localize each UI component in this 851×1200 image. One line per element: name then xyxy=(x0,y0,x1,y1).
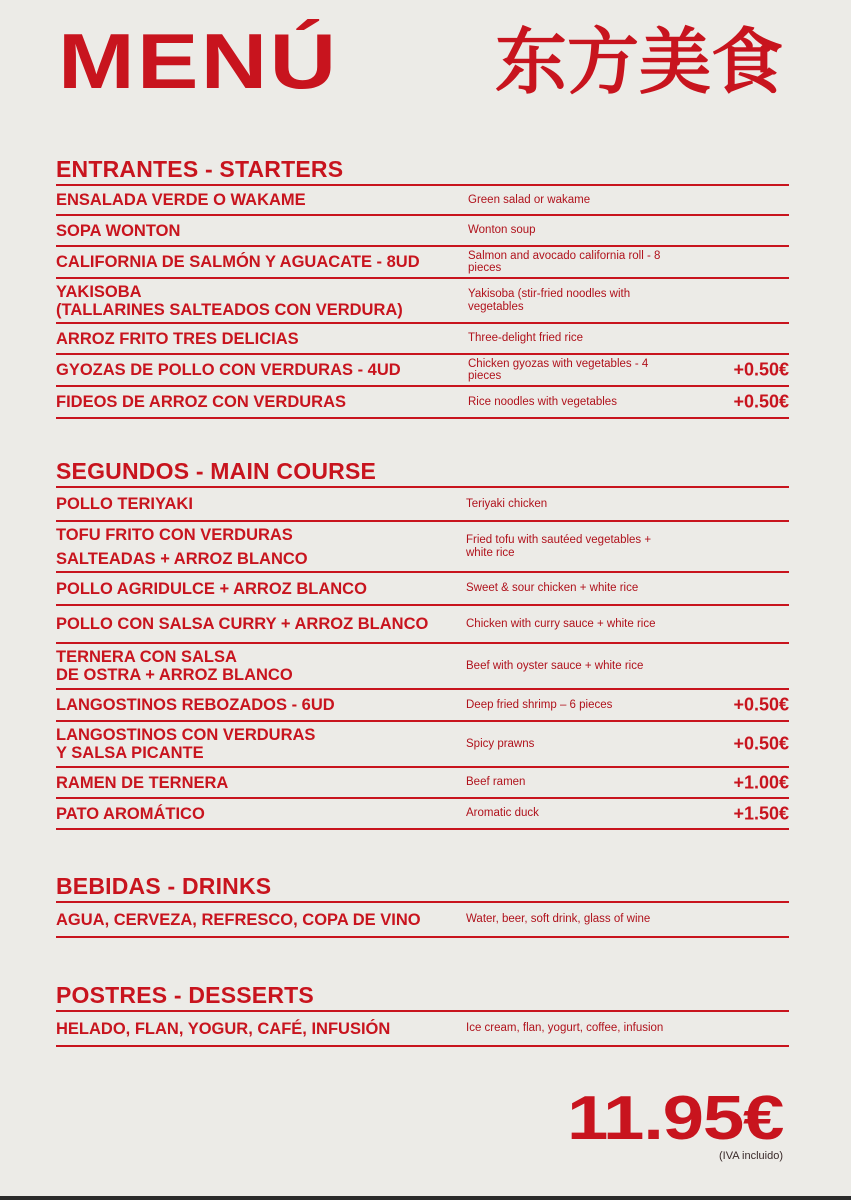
dish-name-en: Chicken gyozas with vegetables - 4 pieces xyxy=(468,357,649,382)
menu-item xyxy=(56,644,789,690)
dish-name-es: RAMEN DE TERNERA xyxy=(56,773,229,792)
price-supplement: +0.50€ xyxy=(733,391,789,412)
section-heading: BEBIDAS - DRINKS xyxy=(56,872,789,903)
dish-name-es: GYOZAS DE POLLO CON VERDURAS - 4UD xyxy=(56,361,401,379)
menu-item xyxy=(56,324,789,355)
dish-name-en: Deep fried shrimp – 6 pieces xyxy=(466,698,613,711)
menu-title-chinese: 东方美食 xyxy=(495,20,784,104)
dish-name-en: Spicy prawns xyxy=(466,737,535,750)
menu-item xyxy=(56,768,789,799)
dish-name-en: Fried tofu with sautéed vegetables + white rice xyxy=(466,534,652,559)
dish-name-en: Beef ramen xyxy=(466,776,526,789)
menu-item xyxy=(56,522,789,573)
dish-name-es: PATO AROMÁTICO xyxy=(56,804,205,823)
bottom-divider xyxy=(0,1196,851,1200)
dish-name-en: Green salad or wakame xyxy=(468,193,591,206)
menu-item xyxy=(56,903,789,938)
price-supplement: +0.50€ xyxy=(733,733,789,754)
dish-name-en: Rice noodles with vegetables xyxy=(468,395,617,408)
menu-item xyxy=(56,690,789,722)
section-heading: SEGUNDOS - MAIN COURSE xyxy=(56,457,789,488)
dish-name-es: LANGOSTINOS REBOZADOS - 6UD xyxy=(56,696,335,714)
menu-item xyxy=(56,355,789,387)
menu-item xyxy=(56,186,789,216)
price-supplement: +0.50€ xyxy=(733,694,789,715)
menu-item xyxy=(56,573,789,606)
dish-name-es: POLLO AGRIDULCE + ARROZ BLANCO xyxy=(56,579,367,598)
menu-item xyxy=(56,606,789,644)
section-starters xyxy=(56,155,789,419)
menu-title: MENÚ xyxy=(58,17,339,105)
dish-name-en: Ice cream, flan, yogurt, coffee, infusion xyxy=(466,1022,664,1035)
dish-name-es: POLLO CON SALSA CURRY + ARROZ BLANCO xyxy=(56,615,429,633)
dish-name-es: FIDEOS DE ARROZ CON VERDURAS xyxy=(56,393,346,411)
section-drinks xyxy=(56,872,789,938)
dish-name-en: Salmon and avocado california roll - 8 pieces xyxy=(468,249,661,274)
dish-name-en: Beef with oyster sauce + white rice xyxy=(466,659,644,672)
menu-item xyxy=(56,247,789,279)
dish-name-es: CALIFORNIA DE SALMÓN Y AGUACATE - 8UD xyxy=(56,253,420,271)
dish-name-es: AGUA, CERVEZA, REFRESCO, COPA DE VINO xyxy=(56,910,421,929)
section-main-course xyxy=(56,457,789,830)
dish-name-en: Teriyaki chicken xyxy=(466,497,548,510)
section-heading: ENTRANTES - STARTERS xyxy=(56,155,789,186)
dish-name-en: Wonton soup xyxy=(468,224,536,237)
price-supplement: +0.50€ xyxy=(733,359,789,380)
menu-item xyxy=(56,387,789,419)
price-supplement: +1.50€ xyxy=(733,803,789,823)
menu-item xyxy=(56,1012,789,1047)
menu-item xyxy=(56,488,789,522)
dish-name-es: HELADO, FLAN, YOGUR, CAFÉ, INFUSIÓN xyxy=(56,1019,391,1038)
dish-name-es: LANGOSTINOS CON VERDURAS Y SALSA PICANTE xyxy=(56,726,316,762)
dish-name-es: YAKISOBA (TALLARINES SALTEADOS CON VERDURA) xyxy=(56,282,403,319)
dish-name-es: SOPA WONTON xyxy=(56,221,181,240)
menu-price: 11.95€ xyxy=(566,1084,783,1153)
dish-name-en: Water, beer, soft drink, glass of wine xyxy=(466,913,651,926)
dish-name-es: ENSALADA VERDE O WAKAME xyxy=(56,191,306,209)
section-heading: POSTRES - DESSERTS xyxy=(56,981,789,1012)
dish-name-es: TERNERA CON SALSA DE OSTRA + ARROZ BLANCO xyxy=(56,648,293,684)
menu-item xyxy=(56,799,789,830)
menu-item xyxy=(56,216,789,247)
dish-name-es: POLLO TERIYAKI xyxy=(56,495,193,513)
menu-item xyxy=(56,722,789,768)
dish-name-en: Chicken with curry sauce + white rice xyxy=(466,617,656,630)
dish-name-en: Yakisoba (stir-fried noodles with vegetables xyxy=(468,288,631,313)
dish-name-en: Aromatic duck xyxy=(466,807,539,820)
dish-name-es: ARROZ FRITO TRES DELICIAS xyxy=(56,329,299,348)
dish-name-en: Three-delight fried rice xyxy=(468,332,584,345)
tax-note: (IVA incluido) xyxy=(719,1150,783,1162)
menu-item xyxy=(56,279,789,324)
dish-name-es: TOFU FRITO CON VERDURAS SALTEADAS + ARROZ BLANCO xyxy=(56,525,308,568)
section-desserts xyxy=(56,981,789,1047)
dish-name-en: Sweet & sour chicken + white rice xyxy=(466,582,639,595)
price-supplement: +1.00€ xyxy=(733,772,789,792)
